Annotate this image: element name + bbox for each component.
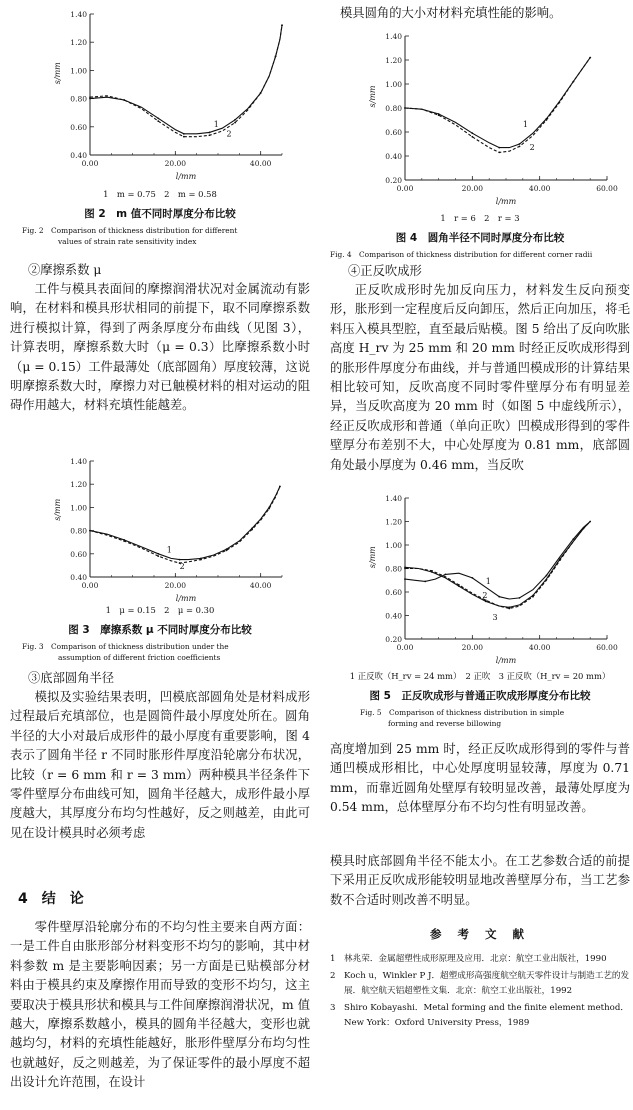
data-point (89, 96, 91, 98)
series-line-2 (405, 58, 590, 153)
data-point (209, 132, 211, 134)
reverse-heading: ④正反吹成形 (348, 264, 422, 278)
data-point (498, 147, 500, 149)
curve-label: 1 (485, 576, 491, 586)
chart-fig5 (365, 492, 618, 667)
data-point (546, 575, 548, 577)
series-line-1 (405, 58, 590, 148)
y-tick-label: 1.40 (385, 494, 402, 503)
series-line-1 (405, 522, 590, 600)
conclusion-paragraph: 零件壁厚沿轮廓分布的不均匀性主要来自两方面：一是工件自由胀形部分材料变形不均匀的影响，其中材料参数 m 是主要影响因素；另一方面是已贴模部分材料由于模具约束及摩擦作用而导致的变形不均匀，这主要取决于模具形状和模具与工件间摩擦润滑状况，m 值越大，摩擦系数越小，模具的圆角半径越大，变形也就越均匀，材料的充填性能越好，胀形件壁厚分布均匀性也就越好，反之则越差，为了保证零件的最小厚度不超出设计允许范围，在设计 (10, 920, 310, 1090)
data-point (438, 114, 440, 116)
data-point (123, 99, 125, 101)
data-point (183, 136, 185, 138)
y-axis-label: s/mm (368, 546, 377, 569)
data-point (281, 24, 283, 26)
reverse-continued-paragraph: 高度增加到 25 mm 时，经正反吹成形得到的零件与普通凹模成形相比，中心处厚度明显较薄，厚度为 0.71 mm，而靠近圆角处壁厚有较明显改善，最薄处厚度为 0.54 mm，总体壁厚分布不均匀性有明显改善。 (330, 742, 630, 815)
data-point (445, 573, 447, 575)
y-tick-label: 1.20 (385, 56, 402, 65)
fig4-legend: 1 r = 6 2 r = 3 (440, 213, 520, 223)
y-tick-label: 0.80 (385, 104, 402, 113)
x-tick-label: 0.00 (81, 159, 99, 168)
x-tick-label: 60.00 (596, 643, 618, 652)
y-tick-label: 0.40 (70, 151, 87, 160)
data-point (200, 559, 202, 561)
x-tick-label: 20.00 (164, 581, 187, 590)
data-point (431, 571, 433, 573)
fig4-caption-en: Fig. 4 Comparison of thickness distribution for different corner radii (330, 250, 593, 259)
fig3-caption-zh: 图 3 摩擦系数 μ 不同时厚度分布比较 (68, 624, 252, 636)
y-tick-label: 0.60 (385, 128, 402, 137)
fig2-caption (10, 188, 310, 247)
y-tick-label: 0.60 (385, 588, 402, 597)
curve-label: 2 (179, 561, 185, 571)
x-tick-label: 40.00 (528, 184, 551, 193)
data-point (519, 597, 521, 599)
right-top-text: 模具圆角的大小对材料充填性能的影响。 (340, 6, 562, 20)
y-tick-label: 0.20 (385, 635, 402, 644)
x-tick-label: 40.00 (249, 159, 272, 168)
data-point (471, 577, 473, 579)
data-point (404, 578, 406, 580)
x-tick-label: 0.00 (396, 643, 414, 652)
fig3-legend: 1 μ = 0.15 2 μ = 0.30 (105, 605, 215, 615)
data-point (268, 508, 270, 510)
fig5-caption (330, 670, 630, 729)
data-point (471, 132, 473, 134)
data-point (179, 559, 181, 561)
y-tick-label: 0.40 (70, 573, 87, 582)
data-point (508, 606, 510, 608)
y-tick-label: 0.60 (70, 549, 87, 559)
y-tick-label: 0.80 (385, 564, 402, 574)
data-point (226, 549, 228, 551)
data-point (123, 540, 125, 542)
y-axis-label: s/mm (368, 85, 377, 108)
y-tick-label: 1.20 (70, 480, 87, 490)
curve-label: 2 (226, 129, 232, 139)
data-point (583, 528, 585, 530)
x-axis-label: l/mm (495, 656, 517, 665)
data-point (485, 601, 487, 603)
x-axis-label: l/mm (495, 197, 517, 206)
data-point (279, 486, 281, 488)
series-line-3 (405, 522, 590, 608)
data-point (251, 529, 253, 531)
data-point (260, 92, 262, 94)
data-point (157, 120, 159, 122)
curve-label: 3 (492, 613, 498, 623)
data-point (157, 555, 159, 557)
radius-heading: ③底部圆角半径 (28, 671, 115, 685)
fig4-caption-zh: 图 4 圆角半径不同时厚度分布比较 (395, 232, 565, 244)
x-tick-label: 40.00 (528, 643, 551, 652)
curve-label: 1 (522, 120, 528, 130)
data-point (183, 133, 185, 135)
references-heading: 参 考 文 献 (429, 927, 530, 941)
y-tick-label: 1.20 (385, 517, 402, 527)
x-tick-label: 20.00 (461, 643, 484, 652)
x-axis-label: l/mm (175, 172, 197, 181)
x-tick-label: 40.00 (249, 581, 272, 590)
data-point (157, 553, 159, 555)
chart-fig3 (50, 455, 290, 605)
series-line-2 (90, 25, 282, 136)
data-point (157, 117, 159, 119)
data-point (498, 152, 500, 154)
y-tick-label: 0.80 (70, 94, 87, 104)
data-point (89, 530, 91, 532)
x-tick-label: 0.00 (396, 184, 414, 193)
data-point (424, 581, 426, 583)
y-tick-label: 0.40 (385, 611, 402, 621)
y-tick-label: 0.60 (70, 122, 87, 132)
y-tick-label: 1.20 (70, 38, 87, 48)
fig2-caption-zh: 图 2 m 值不同时厚度分布比较 (84, 208, 236, 220)
y-tick-label: 1.40 (70, 10, 87, 19)
y-tick-label: 1.00 (70, 66, 87, 76)
references-list (330, 952, 630, 1031)
y-axis-label: s/mm (53, 498, 62, 521)
x-tick-label: 20.00 (461, 184, 484, 193)
fig5-caption-en-1: Fig. 5 Comparison of thickness distribution in simple (360, 708, 565, 717)
radius-paragraph: 模拟及实验结果表明，凹模底部圆角处是材料成形过程最后充填部位，也是圆筒件最小厚度处所在。圆角半径的大小对最后成形件的最小厚度有重要影响，图 4 表示了圆角半径 r 不同时胀形件厚度沿轮廓分布状况，比较（r = 6 mm 和 r = 3 mm）两种模具半径条件下零件壁厚分布曲线可知，圆角半径越大，成形件最小厚度越大，其厚度分布均匀性越好，反之则越差，由此可见在设计模具时必须考虑 (10, 690, 310, 840)
data-point (532, 595, 534, 597)
chart-fig4 (365, 30, 618, 208)
fig2-caption-en-1: Fig. 2 Comparison of thickness distribution for different (22, 226, 238, 235)
conclusion-heading: 4 结 论 (18, 891, 84, 907)
y-tick-label: 0.80 (70, 526, 87, 536)
reference-item: 1 林兆荣．金属超塑性成形原理及应用．北京：航空工业出版社，1990 (330, 954, 607, 964)
reverse-paragraph: 正反吹成形时先加反向压力，材料发生反向预变形，胀形到一定程度后反向卸压，然后正向加压，将毛料压入模具型腔，直至最后贴模。图 5 给出了反向吹胀高度 H_rv 为 25 mm 和 20 mm 时经正反吹成形得到的胀形件厚度分布曲线，并与普通凹模成形的计算结果相比较可知，反吹高度不同时零件壁厚分布有明显差异，当反吹高度为 20 mm 时（如图 5 中虚线所示），经正反吹成形和普通（单向正吹）凹模成形得到的零件壁厚分布差别不大，中心处厚度为 0.81 mm，底部圆角处最小厚度为 0.46 mm，当反吹 (330, 283, 630, 472)
friction-paragraph: 工件与模具表面间的摩擦润滑状况对金属流动有影响，在材料和模具形状相同的前提下，取不同摩擦系数进行模拟计算，得到了两条厚度分布曲线（见图 3），计算表明，摩擦系数大时（μ = 0.3）比摩擦系数小时（μ = 0.15）工件最薄处（底部圆角）厚度较薄，这说明摩擦系数大时，摩擦力对已触模材料的相对运动的阻碍作用越大，材料充填性能越差。 (10, 282, 310, 413)
series-line-1 (90, 487, 280, 560)
data-point (471, 136, 473, 138)
x-axis-label: l/mm (175, 594, 197, 603)
conclusion-continued-paragraph: 模具时底部圆角半径不能太小。在工艺参数合适的前提下采用正反吹成形能较明显地改善壁厚分布，当工艺参数不合适时则改善不明显。 (330, 854, 630, 907)
data-point (234, 119, 236, 121)
data-point (498, 596, 500, 598)
data-point (519, 143, 521, 145)
data-point (458, 585, 460, 587)
fig3-caption (10, 604, 310, 663)
y-tick-label: 1.40 (70, 457, 87, 466)
fig3-caption-en-1: Fig. 3 Comparison of thickness distribution under the (22, 642, 229, 651)
y-tick-label: 1.00 (385, 80, 402, 89)
y-tick-label: 1.40 (385, 32, 402, 41)
y-tick-label: 0.20 (385, 176, 402, 185)
fig5-legend: 1 正反吹（H_rv = 24 mm） 2 正吹 3 正反吹（H_rv = 20 mm） (349, 671, 611, 681)
fig5-caption-en-2: forming and reverse billowing (388, 719, 502, 728)
data-point (589, 57, 591, 59)
fig3-caption-en-2: assumption of different friction coefficients (58, 653, 221, 662)
data-point (234, 122, 236, 124)
reference-item: 2 Koch u，Winkler P J．超塑成形高强度航空航天零件设计与制造工艺的发展．航空航天铝超塑性文集．北京：航空工业出版社，1992 (330, 971, 630, 996)
data-point (519, 146, 521, 148)
x-tick-label: 20.00 (164, 159, 187, 168)
reference-item: 3 Shiro Kobayashi．Metal forming and the finite element method．New York：Oxford University Press，1989 (330, 1003, 629, 1028)
series-line-1 (90, 25, 282, 134)
data-point (559, 558, 561, 560)
data-point (404, 107, 406, 109)
fig5-caption-zh: 图 5 正反吹成形与普通正吹成形厚度分布比较 (369, 690, 591, 702)
fig2-legend: 1 m = 0.75 2 m = 0.58 (103, 189, 217, 199)
curve-label: 2 (482, 590, 488, 600)
curve-label: 1 (166, 545, 172, 555)
y-tick-label: 1.00 (385, 541, 402, 550)
chart-fig2 (50, 8, 290, 183)
y-axis-label: s/mm (53, 62, 62, 85)
y-tick-label: 0.40 (385, 152, 402, 161)
fig4-caption (330, 212, 630, 260)
data-point (572, 81, 574, 83)
friction-heading: ②摩擦系数 μ (28, 263, 102, 277)
x-tick-label: 0.00 (81, 581, 99, 590)
curve-label: 2 (529, 143, 535, 152)
data-point (546, 119, 548, 121)
data-point (209, 134, 211, 136)
fig2-caption-en-2: values of strain rate sensitivity index (58, 237, 197, 246)
x-tick-label: 60.00 (596, 184, 618, 193)
curve-label: 1 (213, 119, 219, 129)
y-tick-label: 1.00 (70, 503, 87, 513)
data-point (404, 566, 406, 568)
data-point (275, 55, 277, 57)
series-line-2 (90, 487, 280, 564)
